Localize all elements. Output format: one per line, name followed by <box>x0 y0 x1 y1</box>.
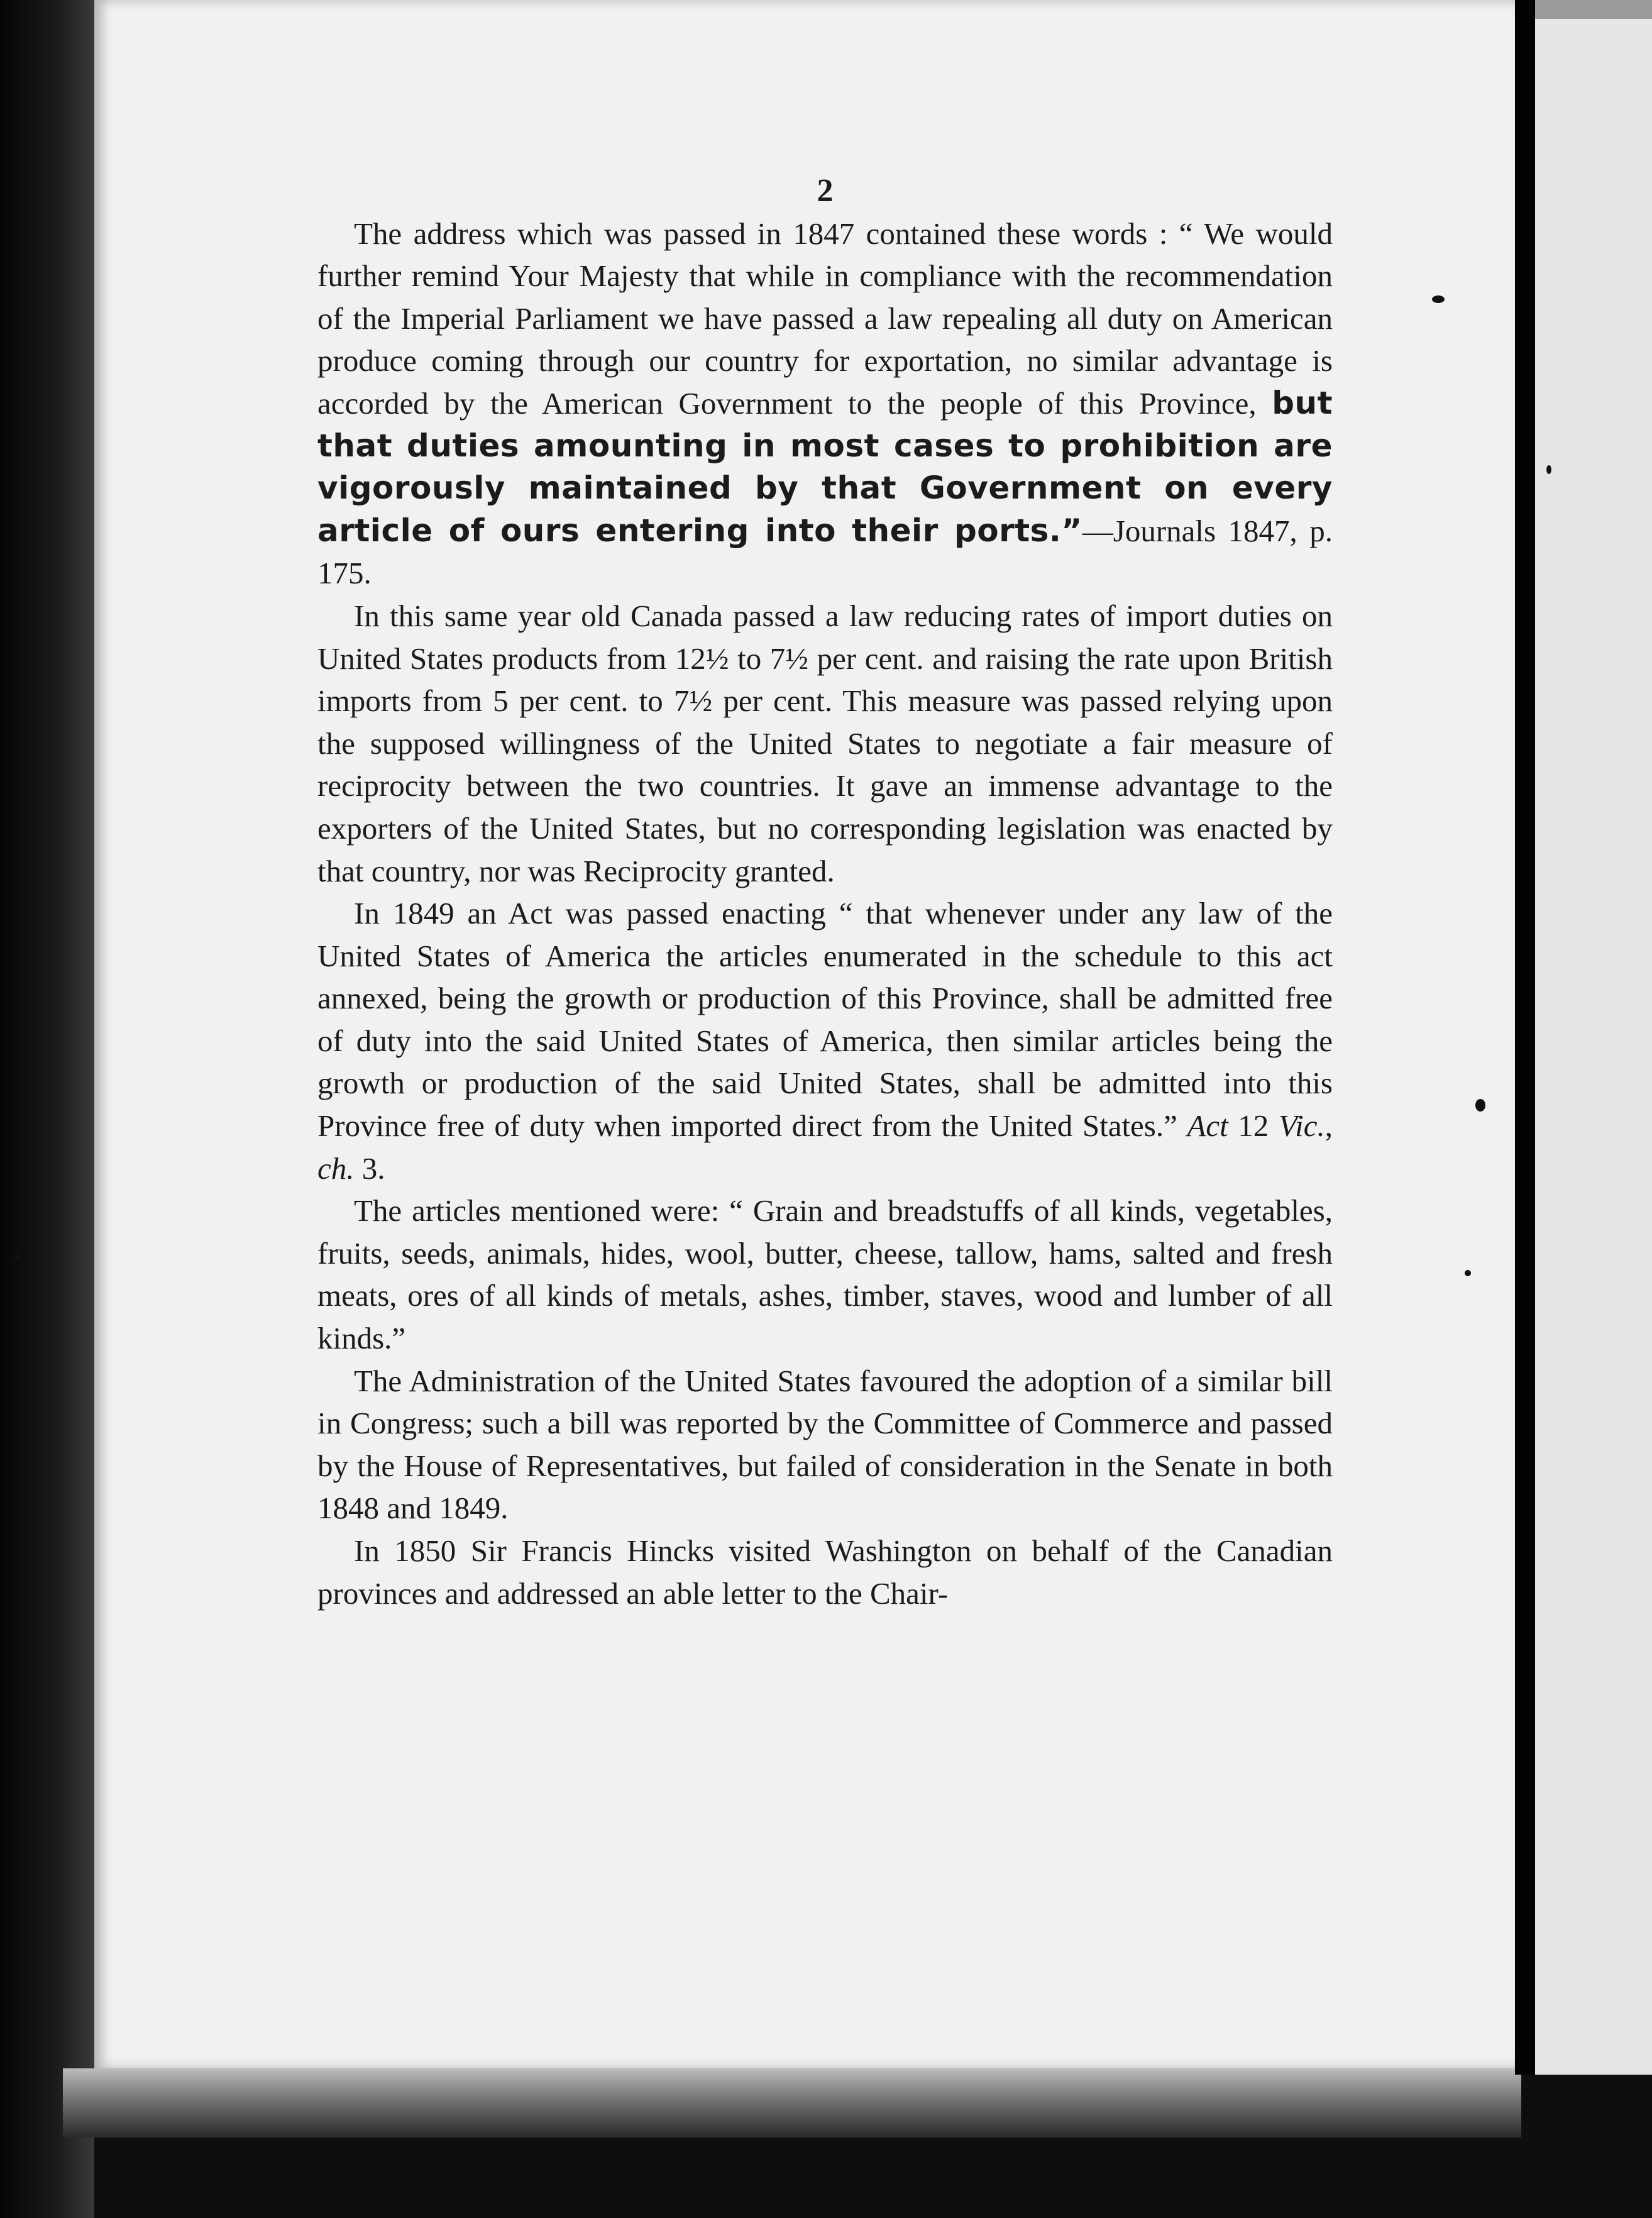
paragraph-administration <box>317 1360 1333 1530</box>
citation-plain: 12 <box>1228 1108 1279 1144</box>
page-bottom-edge <box>63 2068 1521 2138</box>
citation: —Journals 1847, p. 175. <box>317 513 1333 591</box>
scan-speck <box>1475 1099 1485 1112</box>
paragraph-text: The address which was passed in 1847 contained these words : “ We would further remind Your Majesty that while in compliance with the recommendation of the Imperial Parliament we have passed a law repealing all duty on American produce coming through our country for exportation, no similar advantage is accorded by the American Government to the people of this Province, <box>317 216 1333 421</box>
gutter-fold <box>1515 0 1535 2075</box>
paragraph-text: In this same year old Canada passed a law reducing rates of import duties on United States products from 12½ to 7½ per cent. and raising the rate upon British imports from 5 per cent. to 7½ per cent. This measure was passed relying upon the supposed willingness of the United States to negotiate a fair measure of reciprocity between the two countries. It gave an immense advantage to the exporters of the United States, but no corresponding legislation was enacted by that country, nor was Reciprocity granted. <box>317 598 1333 888</box>
paragraph-text: In 1850 Sir Francis Hincks visited Washington on behalf of the Canadian provinces and addressed an able letter to the Chair- <box>317 1533 1333 1611</box>
paragraph-hincks-1850 <box>317 1530 1333 1614</box>
emphasized-quote: but that duties amounting in most cases to prohibition are vigorously maintained by that Government on every article of ours entering into their ports.” <box>317 384 1333 549</box>
paragraph-1847-address <box>317 212 1333 595</box>
citation-italic: ch. <box>317 1150 355 1186</box>
scan-speck <box>14 1254 20 1261</box>
facing-page-top-strip <box>1535 0 1652 19</box>
scan-speck <box>1465 1270 1471 1276</box>
facing-page <box>1535 19 1652 2075</box>
binding-edge <box>0 0 94 2218</box>
paragraph-text: The Administration of the United States favoured the adoption of a similar bill in Congress; such a bill was reported by the Committee of Commerce and passed by the House of Representatives, but failed of consideration in the Senate in both 1848 and 1849. <box>317 1363 1333 1526</box>
citation-italic: Act <box>1187 1108 1228 1144</box>
paragraph-1849-act <box>317 892 1333 1189</box>
paragraph-text: In 1849 an Act was passed enacting “ that whenever under any law of the United States of America the articles enumerated in the schedule to this act annexed, being the growth or production of this Province, shall be admitted free of duty into the said United States of America, then similar articles being the growth or production of the said United States, shall be admitted into this Province free of duty when imported direct from the United States.” <box>317 896 1333 1144</box>
paragraph-import-duties <box>317 595 1333 892</box>
paragraph-text: The articles mentioned were: “ Grain and breadstuffs of all kinds, vegetables, fruits, seeds, animals, hides, wool, butter, cheese, tallow, hams, salted and fresh meats, ores of all kinds of metals, ashes, timber, staves, wood and lumber of all kinds.” <box>317 1193 1333 1356</box>
citation-italic: Vic. <box>1278 1108 1325 1144</box>
page-text <box>317 170 1333 1614</box>
paragraph-articles-list <box>317 1189 1333 1359</box>
citation-plain: , <box>1324 1108 1333 1144</box>
scan-speck <box>1432 295 1445 303</box>
scan-speck <box>1546 465 1551 474</box>
page-number: 2 <box>817 173 834 209</box>
citation-plain: 3. <box>354 1150 385 1186</box>
